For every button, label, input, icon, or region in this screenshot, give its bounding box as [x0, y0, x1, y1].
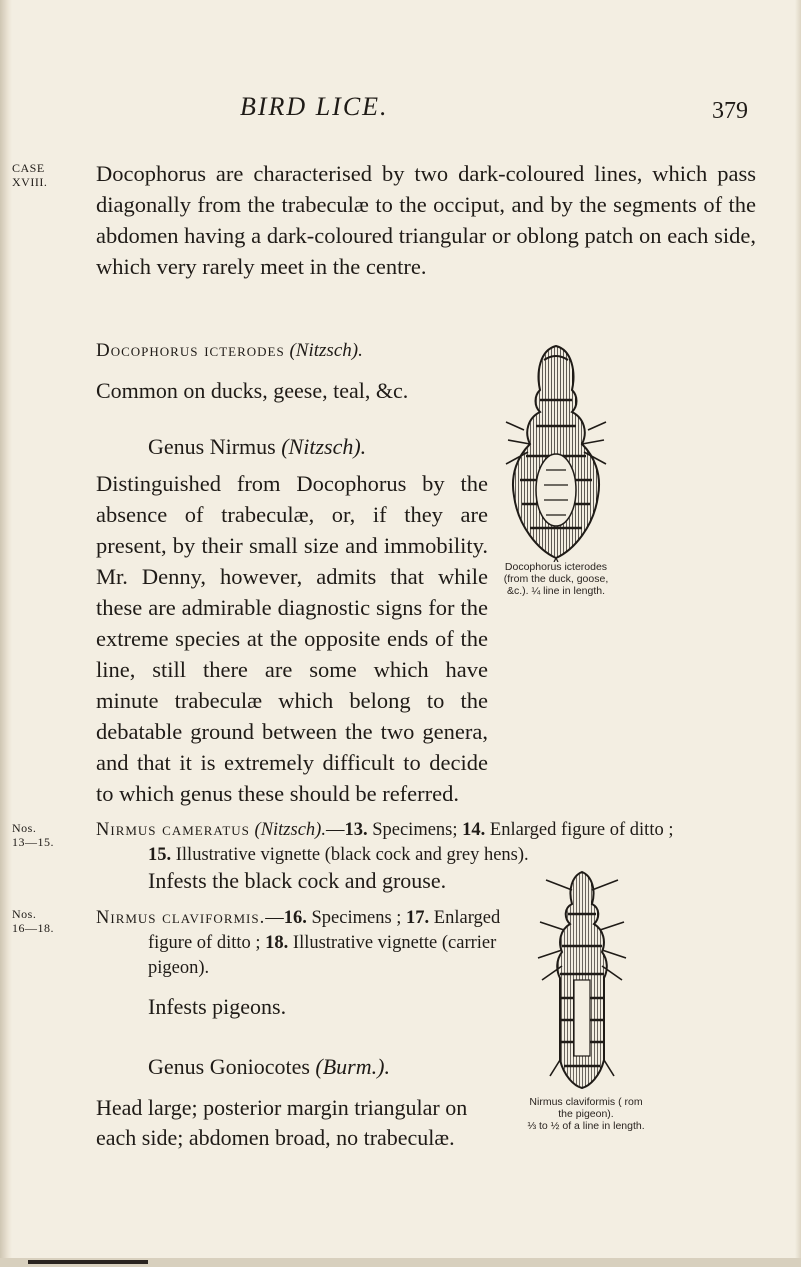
- running-head: BIRD LICE.: [240, 92, 389, 121]
- cameratus-line1: [96, 818, 786, 842]
- cameratus-num14: 14.: [462, 820, 486, 840]
- claviformis-dash: —: [265, 908, 284, 928]
- claviformis-line2-b: Illustrative vignette (carrier: [288, 933, 497, 953]
- nirmus-genus-heading: [148, 434, 366, 460]
- goniocotes-line2: each side; abdomen broad, no trabeculæ.: [96, 1125, 455, 1150]
- nirmus-genus-label: Genus Nirmus: [148, 434, 276, 459]
- side-note-nos-b-range: 16—18.: [12, 921, 54, 935]
- goniocotes-heading: [148, 1054, 390, 1080]
- side-note-case-number: XVIII.: [12, 175, 48, 189]
- nirmus-caption-line1: Nirmus claviformis ( rom: [529, 1096, 643, 1108]
- claviformis-infests: Infests pigeons.: [148, 994, 287, 1019]
- page-binding-edge: [0, 0, 12, 1267]
- nirmus-caption: [520, 1096, 652, 1132]
- goniocotes-line1: Head large; posterior margin triangular on: [96, 1095, 468, 1120]
- side-note-nos-a-range: 13—15.: [12, 835, 54, 849]
- side-note-nos-b: Nos.: [12, 907, 37, 921]
- claviformis-line1: [96, 906, 500, 930]
- docophorus-caption-line1: Docophorus icterodes: [504, 561, 608, 573]
- claviformis-line2: [148, 931, 496, 955]
- cameratus-text-b: Specimens;: [367, 820, 463, 840]
- bottom-rule: [0, 1258, 801, 1267]
- claviformis-num18: 18.: [265, 933, 289, 953]
- nirmus-description: Distinguished from Docophorus by the absence of trabeculæ, or, if they are present, by their small size and immobility. Mr. Denny, however, admits that while these are admirable diagnostic signs for the extreme species at the opposite ends of the line, still there are some which have minute trabeculæ which belong to the debatable ground between the two genera, and that it is extremely difficult to decide to which genus these should be referred.: [96, 471, 488, 806]
- cameratus-line2: [148, 843, 529, 867]
- nirmus-description-col: [96, 468, 488, 809]
- cameratus-dash: —: [325, 820, 345, 840]
- claviformis-num16: 16.: [283, 908, 307, 928]
- docophorus-name: Docophorus icterodes: [96, 340, 285, 361]
- claviformis-line2-a: figure of ditto ;: [148, 933, 266, 953]
- page-right-edge: [795, 0, 801, 1267]
- nirmus-caption-line3: ⅓ to ½ of a line in length.: [527, 1120, 645, 1132]
- docophorus-author: (Nitzsch).: [289, 340, 363, 361]
- cameratus-name: Nirmus cameratus: [96, 820, 250, 840]
- docophorus-caption-line2: (from the duck, goose,: [503, 573, 609, 585]
- goniocotes-label: Genus Goniocotes: [148, 1054, 310, 1079]
- intro-paragraph: Docophorus are characterised by two dark-coloured lines, which pass diagonally from the trabeculæ to the occiput, and by the segments of the abdomen having a dark-coloured triangular or oblong patch on each side, which very rarely meet in the centre.: [96, 161, 756, 279]
- claviformis-num17: 17.: [406, 908, 430, 928]
- docophorus-heading: [96, 340, 363, 362]
- docophorus-host: Common on ducks, geese, teal, &c.: [96, 378, 409, 403]
- page-number: 379: [712, 98, 748, 124]
- nirmus-genus-author: (Nitzsch).: [281, 434, 367, 459]
- nirmus-figure: [534, 870, 630, 1090]
- nirmus-caption-line2: the pigeon).: [558, 1108, 614, 1120]
- claviformis-name: Nirmus claviformis.: [96, 908, 266, 928]
- docophorus-figure: [500, 340, 612, 562]
- goniocotes-author: (Burm.).: [315, 1054, 390, 1079]
- docophorus-caption-line3: &c.). ¼ line in length.: [506, 585, 606, 597]
- cameratus-num13: 13.: [344, 820, 368, 840]
- claviformis-text-b: Specimens ;: [306, 908, 407, 928]
- cameratus-num15: 15.: [148, 845, 172, 865]
- cameratus-text-c: Enlarged figure of ditto ;: [485, 820, 674, 840]
- cameratus-text-d: Illustrative vignette (black cock and grey hens).: [171, 845, 529, 865]
- docophorus-caption: [486, 561, 626, 597]
- claviformis-text-c: Enlarged: [429, 908, 501, 928]
- side-note-nos-a: Nos.: [12, 821, 37, 835]
- side-note-case: CASE: [12, 161, 45, 175]
- claviformis-line3: pigeon).: [148, 958, 210, 978]
- cameratus-infests: Infests the black cock and grouse.: [148, 868, 447, 893]
- cameratus-author: (Nitzsch).: [254, 820, 326, 840]
